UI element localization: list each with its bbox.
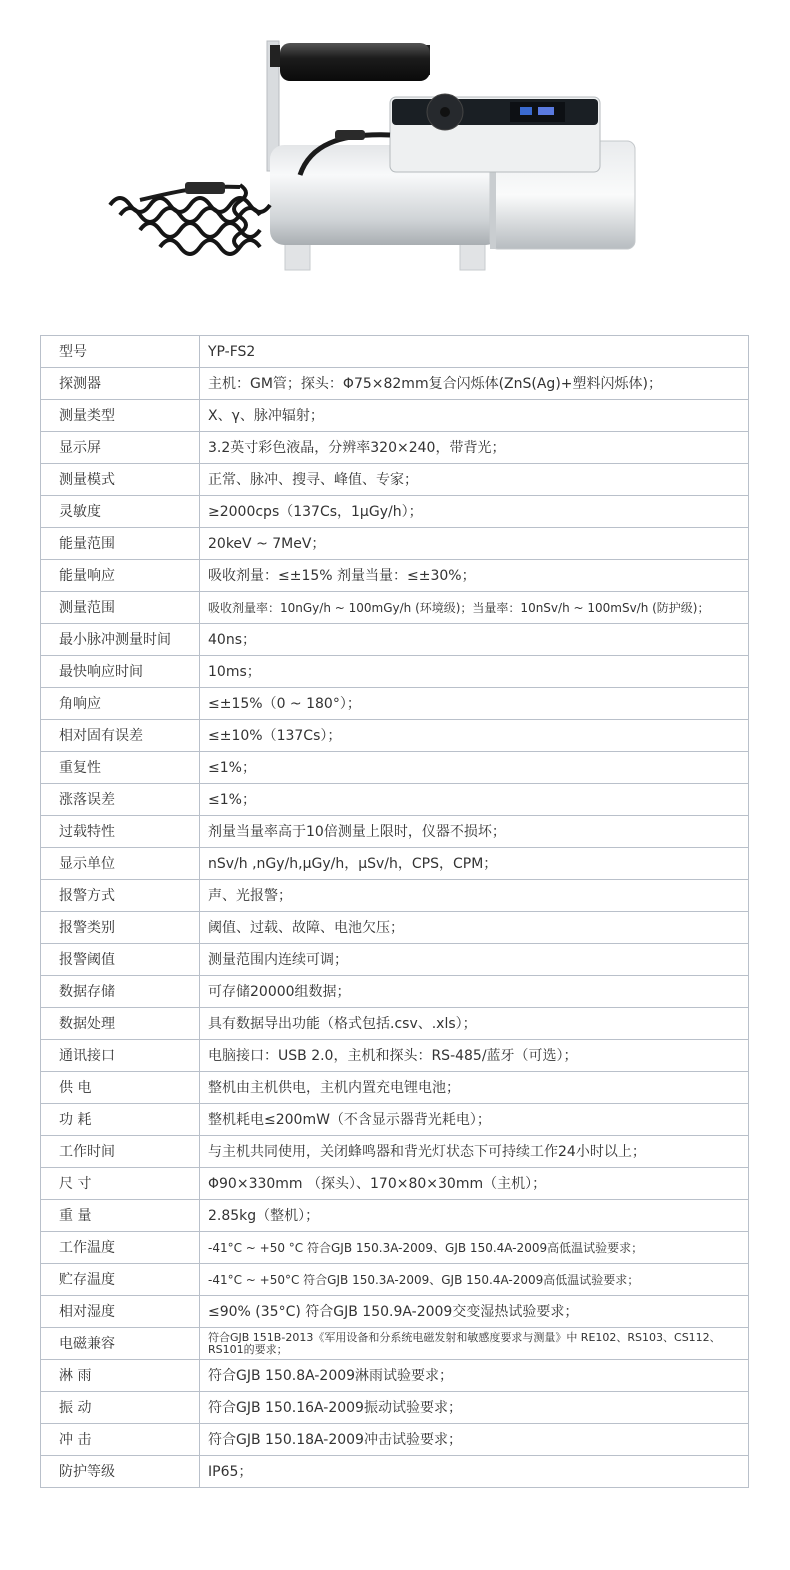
spec-value: ≤1%； [200,752,749,784]
spec-value: ≤±15%（0 ~ 180°）； [200,688,749,720]
spec-value: 20keV ~ 7MeV； [200,528,749,560]
spec-label: 通讯接口 [41,1040,200,1072]
spec-row [41,496,749,528]
spec-row [41,1136,749,1168]
spec-label: 探测器 [41,368,200,400]
spec-value: 2.85kg（整机）； [200,1200,749,1232]
spec-label: 测量范围 [41,592,200,624]
spec-label: 测量模式 [41,464,200,496]
spec-row [41,1040,749,1072]
spec-row [41,1392,749,1424]
spec-value: 测量范围内连续可调； [200,944,749,976]
spec-row [41,464,749,496]
spec-row [41,336,749,368]
spec-row [41,784,749,816]
spec-row [41,912,749,944]
spec-label: 淋 雨 [41,1360,200,1392]
spec-label: 振 动 [41,1392,200,1424]
spec-row [41,368,749,400]
spec-value: X、γ、脉冲辐射； [200,400,749,432]
spec-value: Φ90×330mm （探头）、170×80×30mm（主机）； [200,1168,749,1200]
spec-value: ≤90% (35°C) 符合GJB 150.9A-2009交变湿热试验要求； [200,1296,749,1328]
spec-value: 可存储20000组数据； [200,976,749,1008]
spec-row [41,400,749,432]
spec-label: 防护等级 [41,1456,200,1488]
spec-value: 符合GJB 150.18A-2009冲击试验要求； [200,1424,749,1456]
spec-row [41,688,749,720]
spec-value: 符合GJB 150.8A-2009淋雨试验要求； [200,1360,749,1392]
spec-row [41,976,749,1008]
spec-row [41,848,749,880]
spec-row [41,624,749,656]
spec-value: IP65； [200,1456,749,1488]
spec-row [41,1168,749,1200]
spec-value: ≥2000cps（137Cs，1μGy/h）； [200,496,749,528]
spec-value: 40ns； [200,624,749,656]
spec-value: 剂量当量率高于10倍测量上限时，仪器不损坏； [200,816,749,848]
spec-label: 最快响应时间 [41,656,200,688]
spec-value: YP-FS2 [200,336,749,368]
spec-label: 灵敏度 [41,496,200,528]
spec-row [41,1200,749,1232]
spec-value: 声、光报警； [200,880,749,912]
spec-label: 尺 寸 [41,1168,200,1200]
spec-row [41,880,749,912]
spec-label: 报警类别 [41,912,200,944]
spec-label: 电磁兼容 [41,1328,200,1360]
spec-value: 符合GJB 150.16A-2009振动试验要求； [200,1392,749,1424]
spec-value: 与主机共同使用，关闭蜂鸣器和背光灯状态下可持续工作24小时以上； [200,1136,749,1168]
spec-row [41,752,749,784]
spec-value: 电脑接口：USB 2.0，主机和探头：RS-485/蓝牙（可选）； [200,1040,749,1072]
spec-value: 正常、脉冲、搜寻、峰值、专家； [200,464,749,496]
spec-row [41,816,749,848]
spec-value: -41°C ~ +50°C 符合GJB 150.3A-2009、GJB 150.4A-2009高低温试验要求； [200,1264,749,1296]
spec-label: 相对湿度 [41,1296,200,1328]
spec-label: 重复性 [41,752,200,784]
spec-label: 工作时间 [41,1136,200,1168]
spec-value: 10ms； [200,656,749,688]
spec-label: 最小脉冲测量时间 [41,624,200,656]
spec-label: 能量响应 [41,560,200,592]
spec-label: 显示单位 [41,848,200,880]
product-image [80,35,680,285]
spec-row [41,1456,749,1488]
spec-row [41,560,749,592]
spec-label: 功 耗 [41,1104,200,1136]
spec-row [41,1008,749,1040]
spec-row [41,720,749,752]
spec-table [40,335,749,1488]
spec-value: 符合GJB 151B-2013《军用设备和分系统电磁发射和敏感度要求与测量》中 RE102、RS103、CS112、RS101的要求； [200,1328,749,1360]
spec-label: 重 量 [41,1200,200,1232]
spec-row [41,432,749,464]
spec-label: 角响应 [41,688,200,720]
spec-value: 整机由主机供电，主机内置充电锂电池； [200,1072,749,1104]
spec-value: 吸收剂量率：10nGy/h ~ 100mGy/h (环境级)；当量率：10nSv/h ~ 100mSv/h (防护级)； [200,592,749,624]
spec-row [41,1360,749,1392]
spec-label: 报警阈值 [41,944,200,976]
spec-value: -41°C ~ +50 °C 符合GJB 150.3A-2009、GJB 150.4A-2009高低温试验要求； [200,1232,749,1264]
spec-label: 显示屏 [41,432,200,464]
spec-label: 涨落误差 [41,784,200,816]
spec-row [41,656,749,688]
spec-row [41,1104,749,1136]
spec-row [41,944,749,976]
spec-value: 整机耗电≤200mW（不含显示器背光耗电）； [200,1104,749,1136]
spec-value: 3.2英寸彩色液晶，分辨率320×240，带背光； [200,432,749,464]
spec-value: 具有数据导出功能（格式包括.csv、.xls）； [200,1008,749,1040]
spec-row [41,528,749,560]
spec-value: 阈值、过载、故障、电池欠压； [200,912,749,944]
spec-value: 主机：GM管；探头：Φ75×82mm复合闪烁体(ZnS(Ag)+塑料闪烁体)； [200,368,749,400]
spec-row [41,592,749,624]
spec-value: nSv/h ,nGy/h,μGy/h，μSv/h，CPS，CPM； [200,848,749,880]
spec-row [41,1328,749,1360]
spec-label: 贮存温度 [41,1264,200,1296]
spec-value: ≤±10%（137Cs）； [200,720,749,752]
spec-label: 工作温度 [41,1232,200,1264]
spec-row [41,1072,749,1104]
spec-label: 数据处理 [41,1008,200,1040]
spec-label: 过载特性 [41,816,200,848]
spec-value: ≤1%； [200,784,749,816]
spec-label: 数据存储 [41,976,200,1008]
spec-label: 相对固有误差 [41,720,200,752]
spec-row [41,1264,749,1296]
spec-label: 型号 [41,336,200,368]
spec-label: 能量范围 [41,528,200,560]
spec-label: 供 电 [41,1072,200,1104]
spec-row [41,1424,749,1456]
spec-label: 测量类型 [41,400,200,432]
spec-label: 报警方式 [41,880,200,912]
spec-row [41,1232,749,1264]
spec-value: 吸收剂量：≤±15% 剂量当量：≤±30%； [200,560,749,592]
spec-row [41,1296,749,1328]
spec-label: 冲 击 [41,1424,200,1456]
